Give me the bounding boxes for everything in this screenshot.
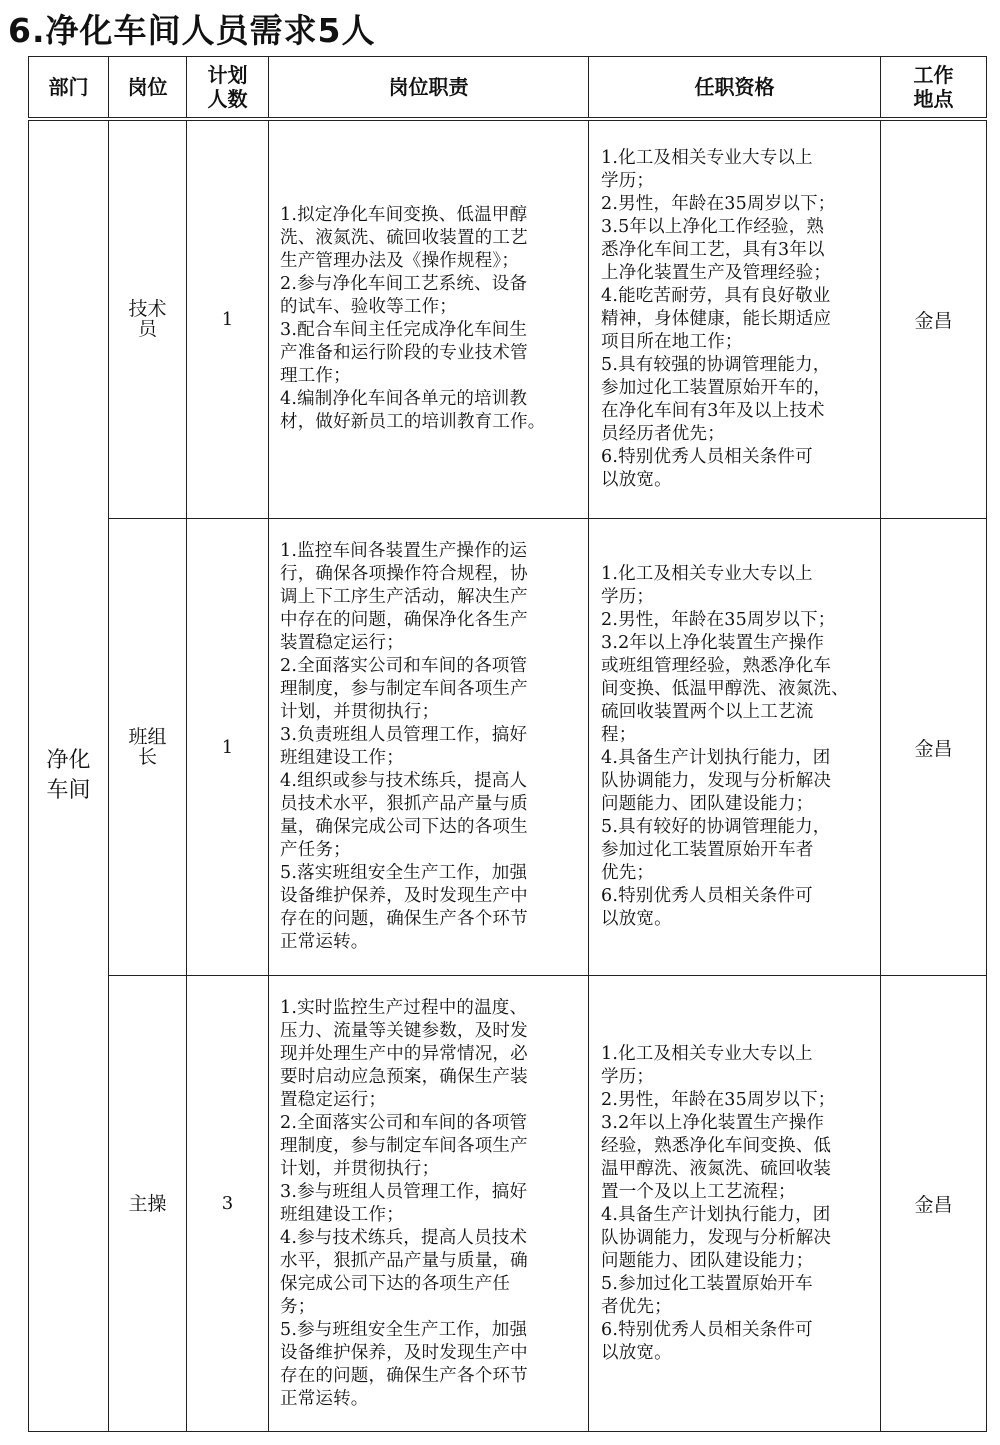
duty-line: 行，确保各项操作符合规程，协 <box>280 564 528 584</box>
qualification-line: 以放宽。 <box>601 469 672 490</box>
qualification-line: 间变换、低温甲醇洗、液氮洗、 <box>601 679 849 699</box>
duty-line: 存在的问题，确保生产各个环节 <box>280 909 528 929</box>
duty-line: 正常运转。 <box>280 932 369 952</box>
qualification-line: 学历； <box>601 1066 655 1087</box>
duties-cell <box>269 119 589 519</box>
duty-line: 2.参与净化车间工艺系统、设备 <box>280 274 528 295</box>
duty-line: 5.参与班组安全生产工作，加强 <box>280 1319 528 1340</box>
department-cell <box>29 119 109 1432</box>
duty-line: 2.全面落实公司和车间的各项管 <box>280 656 528 676</box>
headcount-cell: 1 <box>187 119 269 519</box>
qualifications-cell <box>589 119 881 519</box>
page-title: 6.净化车间人员需求5人 <box>8 11 376 50</box>
header-location-line2: 地点 <box>913 86 954 111</box>
duty-line: 计划，并贯彻执行； <box>280 702 440 722</box>
qualification-line: 上净化装置生产及管理经验； <box>601 262 832 283</box>
qualification-line: 学历； <box>601 170 655 191</box>
header-qualifications: 任职资格 <box>589 57 881 119</box>
duties-cell <box>269 976 589 1432</box>
duty-line: 水平，狠抓产品产量与质量，确 <box>280 1250 528 1271</box>
position-cell <box>109 519 187 976</box>
duty-line: 量，确保完成公司下达的各项生 <box>280 817 528 837</box>
table-row <box>29 976 987 1432</box>
duty-line: 理制度，参与制定车间各项生产 <box>280 679 528 699</box>
duty-line: 班组建设工作； <box>280 1204 404 1225</box>
header-headcount <box>187 57 269 119</box>
duty-line: 1.监控车间各装置生产操作的运 <box>280 541 528 561</box>
qualification-line: 4.具备生产计划执行能力，团 <box>601 748 831 768</box>
qualification-line: 经验，熟悉净化车间变换、低 <box>601 1135 832 1156</box>
qualification-line: 6.特别优秀人员相关条件可 <box>601 886 813 906</box>
qualification-line: 2.男性，年龄在35周岁以下； <box>601 1089 836 1110</box>
duty-line: 正常运转。 <box>280 1388 369 1409</box>
qualifications-cell <box>589 519 881 976</box>
duty-line: 员技术水平，狠抓产品产量与质 <box>280 794 528 814</box>
header-dept: 部门 <box>29 57 109 119</box>
qualification-line: 在净化车间有3年及以上技术 <box>601 400 825 421</box>
duty-line: 3.配合车间主任完成净化车间生 <box>280 320 528 341</box>
duty-line: 4.参与技术练兵，提高人员技术 <box>280 1227 528 1248</box>
header-headcount-line2: 人数 <box>207 86 248 111</box>
qualification-line: 悉净化车间工艺，具有3年以 <box>601 239 825 260</box>
qualification-line: 优先； <box>601 863 655 883</box>
qualification-line: 3.2年以上净化装置生产操作 <box>601 633 825 653</box>
qualification-line: 或班组管理经验，熟悉净化车 <box>601 656 832 676</box>
qualification-line: 4.具备生产计划执行能力，团 <box>601 1204 831 1225</box>
qualification-line: 学历； <box>601 587 655 607</box>
duty-line: 1.拟定净化车间变换、低温甲醇 <box>280 205 528 226</box>
duty-line: 要时启动应急预案，确保生产装 <box>280 1066 528 1087</box>
department-name: 净化车间 <box>46 747 91 803</box>
duty-line: 生产管理办法及《操作规程》； <box>280 251 520 272</box>
qualification-line: 1.化工及相关专业大专以上 <box>601 147 813 168</box>
duty-line: 现并处理生产中的异常情况，必 <box>280 1043 528 1064</box>
qualification-line: 问题能力、团队建设能力； <box>601 1250 814 1271</box>
duties-cell <box>269 519 589 976</box>
header-headcount-line1: 计划 <box>207 62 248 87</box>
header-duties: 岗位职责 <box>269 57 589 119</box>
qualification-line: 员经历者优先； <box>601 423 725 444</box>
header-location <box>881 57 987 119</box>
header-location-line1: 工作 <box>913 62 954 87</box>
position-name: 主操 <box>128 1192 167 1215</box>
duty-line: 材，做好新员工的培训教育工作。 <box>280 412 546 433</box>
duty-line: 理制度，参与制定车间各项生产 <box>280 1135 528 1156</box>
qualification-line: 2.男性，年龄在35周岁以下； <box>601 610 836 630</box>
position-cell <box>109 119 187 519</box>
qualification-line: 5.具有较强的协调管理能力， <box>601 354 831 375</box>
qualification-line: 4.能吃苦耐劳，具有良好敬业 <box>601 285 831 306</box>
duty-line: 4.编制净化车间各单元的培训教 <box>280 389 528 410</box>
duty-line: 产准备和运行阶段的专业技术管 <box>280 343 528 364</box>
qualification-line: 1.化工及相关专业大专以上 <box>601 1043 813 1064</box>
duty-line: 置稳定运行； <box>280 1089 387 1110</box>
qualifications-cell <box>589 976 881 1432</box>
table-row <box>29 519 987 976</box>
qualification-line: 3.2年以上净化装置生产操作 <box>601 1112 825 1133</box>
qualification-line: 参加过化工装置原始开车的， <box>601 377 832 398</box>
duty-line: 1.实时监控生产过程中的温度、 <box>280 997 528 1018</box>
qualification-line: 队协调能力，发现与分析解决 <box>601 1227 832 1248</box>
header-position: 岗位 <box>109 57 187 119</box>
location-cell: 金昌 <box>881 119 987 519</box>
qualification-line: 以放宽。 <box>601 1342 672 1363</box>
duty-line: 压力、流量等关键参数，及时发 <box>280 1020 528 1041</box>
duty-line: 2.全面落实公司和车间的各项管 <box>280 1112 528 1133</box>
location-cell: 金昌 <box>881 976 987 1432</box>
table-row <box>29 119 987 519</box>
duty-line: 产任务； <box>280 840 351 860</box>
qualification-line: 精神，身体健康，能长期适应 <box>601 308 832 329</box>
duty-line: 调上下工序生产活动，解决生产 <box>280 587 528 607</box>
qualification-line: 程； <box>601 725 637 745</box>
duty-line: 的试车、验收等工作； <box>280 297 457 318</box>
qualification-line: 5.参加过化工装置原始开车 <box>601 1273 813 1294</box>
headcount-cell: 1 <box>187 519 269 976</box>
duty-line: 装置稳定运行； <box>280 633 404 653</box>
duty-line: 存在的问题，确保生产各个环节 <box>280 1365 528 1386</box>
duty-line: 5.落实班组安全生产工作，加强 <box>280 863 528 883</box>
qualification-line: 2.男性，年龄在35周岁以下； <box>601 193 836 214</box>
qualification-line: 队协调能力，发现与分析解决 <box>601 771 832 791</box>
table-header-row <box>29 57 987 119</box>
qualification-line: 温甲醇洗、液氮洗、硫回收装 <box>601 1158 832 1179</box>
qualification-line: 问题能力、团队建设能力； <box>601 794 814 814</box>
qualification-line: 3.5年以上净化工作经验，熟 <box>601 216 825 237</box>
headcount-cell: 3 <box>187 976 269 1432</box>
duty-line: 设备维护保养，及时发现生产中 <box>280 886 528 906</box>
duty-line: 务； <box>280 1296 316 1317</box>
qualification-line: 者优先； <box>601 1296 672 1317</box>
duty-line: 中存在的问题，确保净化各生产 <box>280 610 528 630</box>
qualification-line: 项目所在地工作； <box>601 331 743 352</box>
duty-line: 理工作； <box>280 366 351 387</box>
duty-line: 4.组织或参与技术练兵，提高人 <box>280 771 528 791</box>
qualification-line: 以放宽。 <box>601 909 672 929</box>
position-name: 班组长 <box>128 726 167 768</box>
qualification-line: 置一个及以上工艺流程； <box>601 1181 796 1202</box>
location-cell: 金昌 <box>881 519 987 976</box>
duty-line: 保完成公司下达的各项生产任 <box>280 1273 511 1294</box>
qualification-line: 5.具有较好的协调管理能力， <box>601 817 831 837</box>
qualification-line: 硫回收装置两个以上工艺流 <box>601 702 814 722</box>
qualification-line: 6.特别优秀人员相关条件可 <box>601 446 813 467</box>
duty-line: 计划，并贯彻执行； <box>280 1158 440 1179</box>
duty-line: 班组建设工作； <box>280 748 404 768</box>
qualification-line: 1.化工及相关专业大专以上 <box>601 564 813 584</box>
staffing-table <box>28 56 987 1432</box>
position-cell <box>109 976 187 1432</box>
duty-line: 洗、液氮洗、硫回收装置的工艺 <box>280 228 528 249</box>
qualification-line: 6.特别优秀人员相关条件可 <box>601 1319 813 1340</box>
qualification-line: 参加过化工装置原始开车者 <box>601 840 814 860</box>
duty-line: 3.参与班组人员管理工作，搞好 <box>280 1181 528 1202</box>
position-name: 技术员 <box>128 298 167 341</box>
duty-line: 3.负责班组人员管理工作，搞好 <box>280 725 528 745</box>
duty-line: 设备维护保养，及时发现生产中 <box>280 1342 528 1363</box>
